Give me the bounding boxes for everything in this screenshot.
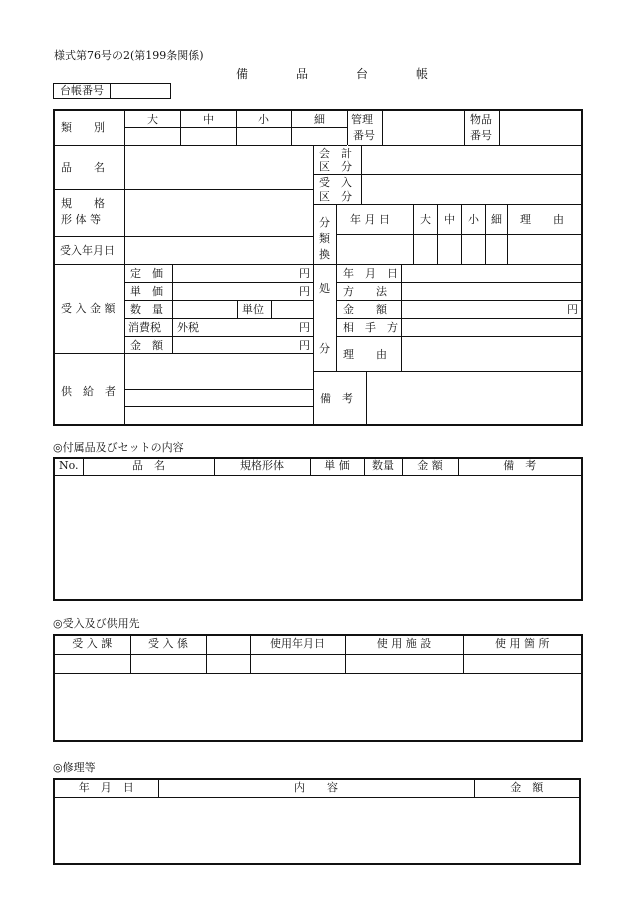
ukeire-date-field[interactable] <box>125 237 313 265</box>
houhou-label: 方 法 <box>343 285 387 298</box>
shobun-yen: 円 <box>567 303 578 316</box>
bunrui-riyu: 理 由 <box>520 213 564 226</box>
supply-cell[interactable] <box>345 654 463 673</box>
shobun-grid <box>337 265 581 372</box>
tani-label: 単位 <box>242 303 264 316</box>
supply-col-date: 使用年月日 <box>250 635 345 654</box>
supply-col-kakari: 受 入 係 <box>130 635 206 654</box>
supply-cell[interactable] <box>250 654 345 673</box>
gaizei-label: 外税 <box>177 321 199 334</box>
attach-col-kikaku: 規格形体 <box>214 458 310 475</box>
supply-col-shisetsu: 使 用 施 設 <box>345 635 463 654</box>
amount-grid <box>125 265 313 354</box>
aitekata-label: 相 手 方 <box>343 321 398 334</box>
kaikei-label-2: 区 分 <box>319 160 352 173</box>
attach-col-tanka: 単 価 <box>310 458 364 475</box>
hinmei-label: 品 名 <box>61 161 105 174</box>
category-dai: 大 <box>147 113 158 126</box>
category-chu: 中 <box>203 113 214 126</box>
repair-col-kingaku: 金 額 <box>474 779 580 797</box>
attach-heading: ◎付属品及びセットの内容 <box>53 441 184 454</box>
supply-heading: ◎受入及び供用先 <box>53 617 140 630</box>
bunrui-date-label: 年 月 日 <box>350 213 390 226</box>
attach-col-no: No. <box>54 458 83 475</box>
category-label: 類 別 <box>61 121 105 134</box>
supply-col-kasho: 使 用 箇 所 <box>463 635 582 654</box>
repair-heading: ◎修理等 <box>53 761 96 774</box>
kikaku-label-1: 規 格 <box>61 197 105 210</box>
shohizei-yen: 円 <box>299 321 310 334</box>
repair-table <box>53 778 581 865</box>
repair-body[interactable] <box>54 797 580 864</box>
kikaku-label-2: 形 体 等 <box>61 213 101 226</box>
attach-table <box>53 457 583 601</box>
kikaku-field[interactable] <box>125 190 313 237</box>
supply-table <box>53 634 583 742</box>
category-sai: 細 <box>314 113 325 126</box>
form-number: 様式第76号の2(第199条関係) <box>54 49 204 62</box>
buppin-number-field[interactable] <box>500 111 581 146</box>
bunrui-label: 分類換 <box>319 216 330 261</box>
supply-body[interactable] <box>54 673 582 741</box>
repair-col-date: 年 月 日 <box>54 779 158 797</box>
bunrui-dai: 大 <box>420 213 431 226</box>
attach-col-kingaku: 金 額 <box>402 458 458 475</box>
kyokyu-field[interactable] <box>125 354 313 424</box>
tanka-label: 単 価 <box>130 285 163 298</box>
supply-cell[interactable] <box>463 654 582 673</box>
shobun-date-label: 年 月 日 <box>343 267 398 280</box>
category-sho: 小 <box>258 113 269 126</box>
shobun-riyu-label: 理 由 <box>343 348 387 361</box>
ledger-number-box <box>53 83 171 99</box>
ukeire-kingaku-label: 受 入 金 額 <box>61 302 116 315</box>
category-grid <box>125 111 347 146</box>
buppin-label-2: 番号 <box>470 129 492 142</box>
shohizei-label: 消費税 <box>128 321 161 334</box>
supply-cell[interactable] <box>54 654 130 673</box>
ledger-number-label: 台帳番号 <box>54 84 111 99</box>
kaikei-label-1: 会 計 <box>319 147 352 160</box>
ukeire-kubun-label-1: 受 入 <box>319 176 352 189</box>
biko-field[interactable] <box>367 372 581 424</box>
attach-col-biko: 備 考 <box>458 458 582 475</box>
kaikei-field[interactable] <box>362 146 581 175</box>
attach-col-suryo: 数量 <box>364 458 402 475</box>
bunrui-chu: 中 <box>444 213 455 226</box>
kyokyu-label: 供 給 者 <box>61 385 116 398</box>
tanka-yen: 円 <box>299 285 310 298</box>
ukeire-kubun-label-2: 区 分 <box>319 190 352 203</box>
teika-yen: 円 <box>299 267 310 280</box>
main-ledger-table <box>53 109 583 426</box>
buppin-label-1: 物品 <box>470 113 492 126</box>
supply-col-blank <box>206 635 250 654</box>
page-title: 備 品 台 帳 <box>236 67 447 81</box>
kanri-label-1: 管理 <box>351 113 373 126</box>
attach-col-hinmei: 品 名 <box>83 458 214 475</box>
kanri-number-field[interactable] <box>383 111 465 146</box>
teika-label: 定 価 <box>130 267 163 280</box>
attach-body[interactable] <box>54 475 582 600</box>
ukeire-date-label: 受入年月日 <box>60 244 115 257</box>
repair-col-naiyo: 内 容 <box>158 779 474 797</box>
biko-label: 備 考 <box>320 392 353 405</box>
bunrui-sho: 小 <box>468 213 479 226</box>
ledger-number-field[interactable] <box>111 84 171 99</box>
kanri-label-2: 番号 <box>353 129 375 142</box>
hinmei-field[interactable] <box>125 146 313 190</box>
ukeire-kubun-field[interactable] <box>362 175 581 205</box>
supply-col-ka: 受 入 課 <box>54 635 130 654</box>
supply-cell[interactable] <box>206 654 250 673</box>
supply-cell[interactable] <box>130 654 206 673</box>
shobun-kingaku-label: 金 額 <box>343 303 387 316</box>
bunrui-sai: 細 <box>491 213 502 226</box>
suryo-label: 数 量 <box>130 303 163 316</box>
kingaku-yen: 円 <box>299 339 310 352</box>
shobun-label-1: 処 <box>319 282 330 295</box>
kingaku-label: 金 額 <box>130 339 163 352</box>
shobun-label-2: 分 <box>319 342 330 355</box>
bunrui-grid <box>337 205 581 265</box>
